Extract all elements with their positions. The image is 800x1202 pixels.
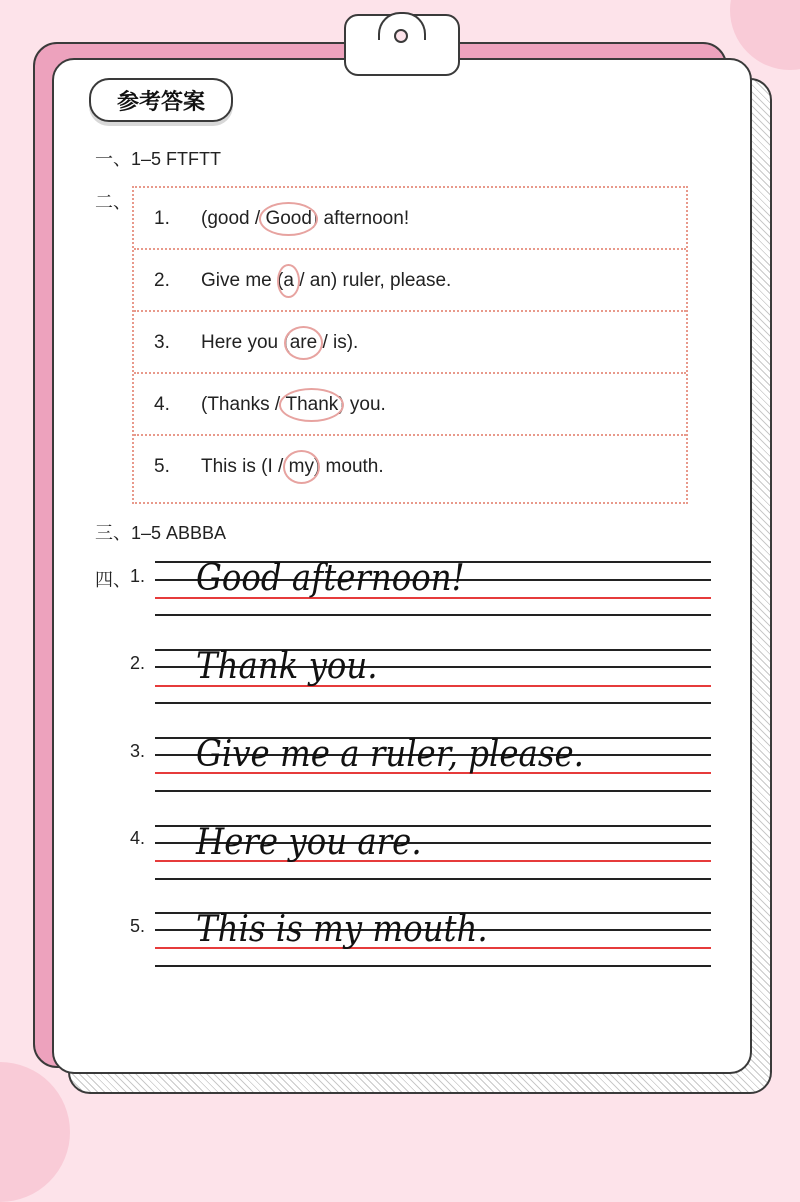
item-number: 3. <box>130 741 146 761</box>
item-number: 5. <box>154 456 170 477</box>
item-sentence <box>201 456 384 478</box>
item-number: 2. <box>154 270 170 291</box>
section-3-label: 三、 <box>95 523 131 543</box>
list-item <box>134 436 686 498</box>
sentence-end: ) mouth. <box>313 456 384 477</box>
circled-answer: Thank <box>285 394 339 415</box>
corner-decoration <box>730 0 800 70</box>
item-number: 2. <box>130 653 146 673</box>
section-3-answer: 1–5 ABBBA <box>131 523 227 543</box>
sentence-end: ) you. <box>338 394 386 415</box>
sentence-start: Here you ( <box>201 332 290 353</box>
sentence-start: (good / <box>201 208 266 229</box>
section-1-answer: 1–5 FTFTT <box>131 149 222 169</box>
item-number: 5. <box>130 916 146 936</box>
item-number: 1. <box>154 208 170 229</box>
sentence-end: / is). <box>317 332 359 353</box>
section-1-label: 一、 <box>95 149 131 169</box>
sentence-end: ) afternoon! <box>311 208 410 229</box>
item-sentence <box>201 270 451 292</box>
circled-answer: my <box>288 456 314 477</box>
circled-answer: are <box>289 332 318 353</box>
handwriting-line <box>155 965 711 967</box>
item-sentence <box>201 394 386 416</box>
handwriting-line <box>155 614 711 616</box>
sentence-end: / an) ruler, please. <box>293 270 452 291</box>
section-3 <box>95 519 226 545</box>
circled-answer: a <box>283 270 294 291</box>
item-sentence <box>201 332 358 354</box>
section-4-label: 四、 <box>95 570 131 590</box>
handwritten-answer: This is my mouth. <box>196 909 488 950</box>
handwriting-line <box>155 702 711 704</box>
list-item <box>134 312 686 374</box>
handwritten-answer: Give me a ruler, please. <box>196 734 584 775</box>
circled-answer: Good <box>265 208 312 229</box>
item-number: 3. <box>154 332 170 353</box>
item-number: 4. <box>130 828 146 848</box>
sentence-start: Give me ( <box>201 270 284 291</box>
list-item <box>134 188 686 250</box>
handwritten-answer: Here you are. <box>196 822 422 863</box>
handwritten-answer: Good afternoon! <box>196 558 465 599</box>
corner-decoration <box>0 1062 70 1202</box>
section-2-label: 二、 <box>95 192 131 212</box>
sentence-start: (Thanks / <box>201 394 286 415</box>
list-item <box>134 374 686 436</box>
clip-hole-icon <box>394 29 408 43</box>
handwriting-line <box>155 790 711 792</box>
item-number: 4. <box>154 394 170 415</box>
handwritten-answer: Thank you. <box>196 646 378 687</box>
section-2-box <box>132 186 688 504</box>
section-1 <box>95 145 221 171</box>
handwriting-line <box>155 878 711 880</box>
list-item <box>134 250 686 312</box>
item-number: 1. <box>130 566 146 586</box>
item-sentence <box>201 208 409 230</box>
sentence-start: This is (I / <box>201 456 289 477</box>
page-title: 参考答案 <box>89 78 233 122</box>
